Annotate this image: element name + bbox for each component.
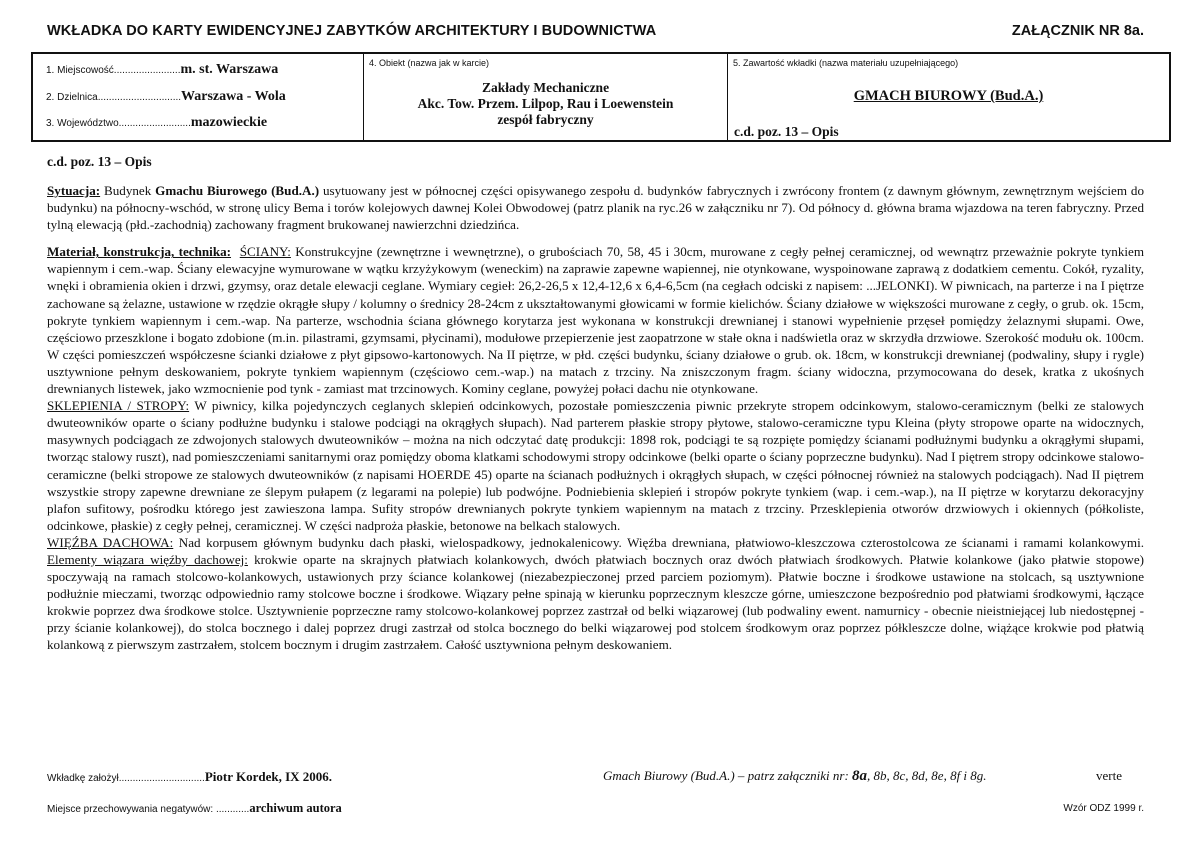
storage-value: archiwum autora	[249, 801, 342, 815]
situation-paragraph	[47, 182, 1144, 233]
voivodeship-label: 3. Województwo..........................	[46, 118, 191, 129]
reference-text: Gmach Biurowy (Bud.A.) – patrz załączniki nr:	[603, 768, 853, 783]
annex-reference	[603, 768, 987, 785]
object-line-2: Akc. Tow. Przem. Lilpop, Rau i Loewenstein	[417, 96, 674, 111]
roof-elements-heading: Elementy wiązara więźby dachowej:	[47, 551, 248, 567]
content-value: GMACH BIUROWY (Bud.A.)	[853, 88, 1044, 104]
template-label: Wzór ODZ 1999 r.	[1063, 803, 1144, 814]
situation-building-name: Gmachu Biurowego (Bud.A.)	[155, 183, 320, 198]
walls-heading: ŚCIANY:	[239, 244, 291, 260]
reference-others: , 8b, 8c, 8d, 8e, 8f i 8g.	[867, 768, 987, 783]
locality-value: m. st. Warszawa	[180, 62, 279, 77]
ceilings-paragraph	[47, 397, 1144, 534]
object-line-3: zespół fabryczny	[497, 112, 594, 127]
author-row	[47, 769, 332, 785]
object-label: 4. Obiekt (nazwa jak w karcie)	[369, 58, 490, 68]
section-label: c.d. poz. 13 – Opis	[47, 154, 152, 169]
header-box	[31, 52, 1171, 142]
storage-row	[47, 801, 342, 816]
walls-paragraph	[47, 243, 1144, 397]
reference-current: 8a	[852, 768, 868, 784]
storage-label: Miejsce przechowywania negatywów: ............	[47, 804, 250, 815]
district-value: Warszawa - Wola	[181, 89, 286, 104]
description-body	[47, 182, 1144, 654]
voivodeship-value: mazowieckie	[190, 115, 268, 130]
district-label: 2. Dzielnica..............................	[46, 92, 182, 103]
content-label: 5. Zawartość wkładki (nazwa materiału uzupełniającego)	[733, 58, 959, 68]
situation-text-pre: Budynek	[100, 183, 156, 198]
walls-text: Konstrukcyjne (zewnętrzne i wewnętrzne), o grubościach 70, 58, 45 i 30cm, murowane z cegły pełnej ceramicznej, od wewnątrz przeważnie pokryte tynkiem wapiennym i cem.-wap. Ściany elewacyjne wymurowane w wątku krzyżykowym (weneckim) na zaprawie zapewne wapiennej, nie otynkowane, wyspoinowane zaprawą z dodatkiem cementu. Cokół, ryzality, wnęki i obramienia okien i drzwi, gzymsy, oraz detale elewacji ceglane. Wymiary cegieł: 26,2-26,5 x 12,4-12,6 x 6,4-6,5cm (na cegłach odciski z napisem: ...JELONKI). W piwnicach, na parterze i na I piętrze zachowane są żelazne, ustawione w rzędzie okrągłe słupy / kolumny o średnicy 28-24cm z ukształtowanymi głowicami w formie kielichów. Ściany działowe w większości murowane z cegły, o grub. ok. 15cm, pokryte tynkiem wapiennym i cem.-wap. Na parterze, wschodnia ściana głównego korytarza jest wykonana w konstrukcji drewnianej i stanowi wypełnienie przęseł pomiędzy żelaznymi słupami. Owe, częściowo przeszklone i bogato zdobione (m.in. pilastrami, gzymsami, płycinami), modułowe przepierzenie jest zaopatrzone w stałe okna i nadświetla oraz w skrzydła drzwiowe. Szerokość modułu ok. 100cm. W części pomieszczeń współczesne ścianki działowe z płyt gipsowo-kartonowych. Na II piętrze, w płd. części budynku, ściany działowe o grub. ok. 18cm, w konstrukcji drewnianej (podwaliny, słupy i rygle) usztywnione pełnym deskowaniem, pokryte tynkiem wapiennym (częściowo cem.-wap.) na matach z trzciny. Na zniszczonym fragm. ściany widoczna, przymocowana do desek, kratka z ukośnych drewnianych listewek, jako wzmocnienie pod tynk - zamiast mat trzcinowych. Kominy ceglane, powyżej połaci dachu nie otynkowane.	[47, 244, 1145, 397]
object-line-1: Zakłady Mechaniczne	[481, 80, 610, 95]
locality-row	[46, 62, 278, 78]
content-column	[728, 54, 1169, 140]
situation-text: usytuowany jest w północnej części opisywanego zespołu d. budynków fabrycznych i zwrócony frontem (z dawnym głównym, zewnętrznym wejściem do budynku) na północny-wschód, w stronę ulicy Bema i torów kolejowych dawnej Kolei Obwodowej (patrz planik na ryc.26 w załączniku nr 7). Od północy d. główna brama wjazdowa na teren fabryczny. Przed tylną elewacją (płd.-zachodnią) zachowany fragment brukowanej nawierzchni dziedzińca.	[47, 183, 1144, 233]
locality-label: 1. Miejscowość........................	[46, 65, 181, 76]
roof-paragraph	[47, 534, 1144, 654]
object-name	[364, 80, 727, 128]
situation-heading: Sytuacja:	[47, 183, 101, 198]
voivodeship-row	[46, 115, 267, 131]
roof-heading: WIĘŹBA DACHOWA:	[47, 534, 174, 550]
ceilings-heading: SKLEPIENIA / STROPY:	[47, 398, 190, 414]
author-value: Piotr Kordek, IX 2006.	[204, 769, 333, 784]
annex-number: ZAŁĄCZNIK NR 8a.	[1011, 23, 1144, 39]
object-column	[364, 54, 728, 140]
location-column	[33, 54, 364, 140]
roof-text-1: Nad korpusem głównym budynku dach płaski, wielospadkowy, jednokalenicowy. Więźba drewniana, płatwiowo-kleszczowa czterostolcowa ze ścianami i ramami kolankowymi.	[173, 534, 1144, 550]
author-label: Wkładkę założył...............................	[47, 773, 205, 784]
verte-label: verte	[1096, 768, 1122, 783]
content-continuation: c.d. poz. 13 – Opis	[734, 124, 839, 139]
roof-text-2: krokwie oparte na skrajnych płatwiach kolankowych, dwóch płatwiach bocznych oraz dwóch płatwiach środkowych. Płatwie kolankowe (jako płatwie stopowe) spoczywają na ramach stolcowo-kolankowych, ustawionych przy ściance kolankowej (niezabezpieczonej przed parciem poziomym). Płatwie boczne i środkowe ustawione na stolcach, są usztywnione podłużnie mieczami, tworząc odpowiednio ramy stolcowe boczne i środkowe. Wiązary pełne spinają w kierunku poprzecznym kleszcze górne, umieszczone bezpośrednio pod płatwiami środkowymi, łączące krokwie poprzez dwa środkowe stolce. Usztywnienie poprzeczne ramy stolcowo-kolankowej poprzez zastrzał od belki wiązarowej (lub podwaliny ewent. namurnicy - obecnie nieistniejącej lub niedostępnej - przy ścianie kolankowej), do stolca bocznego i dalej poprzez drugi zastrzał od stolca bocznego do belki wiązarowej pod stolcem środkowym oraz poprzez półkleszcze dolne, wiążące krokwie pod płatwią kolankową z pierwszym zastrzałem, stolcem bocznym i drugim zastrzałem. Całość usztywniona pełnym deskowaniem.	[47, 551, 1144, 653]
form-title: WKŁADKA DO KARTY EWIDENCYJNEJ ZABYTKÓW ARCHITEKTURY I BUDOWNICTWA	[47, 23, 657, 39]
district-row	[46, 89, 286, 105]
material-heading: Materiał, konstrukcja, technika:	[47, 244, 232, 260]
ceilings-text: W piwnicy, kilka pojedynczych ceglanych sklepień odcinkowych, pozostałe pomieszczenia piwnic przekryte stropem odcinkowym, stalowo-ceramicznym (belki ze stalowych dwuteowników oparte o ściany podłużne budynku i stalowe podciągi na okrągłych słupach). Nad parterem płaskie stropy płytowe, stalowo-ceramiczne typu Kleina (płyty stropowe oparte na widocznych, masywnych podciągach ze zdwojonych stalowych dwuteowników – można na nich odczytać datę produkcji: 1898 rok, podciągi te są rozpięte pomiędzy ścianami podłużnymi budynku a okrągłymi słupami, tworząc stalowy ruszt), nad pomieszczeniami sanitarnymi oraz pomiędzy oboma klatkami schodowymi stropy odcinkowe (belki oparte o ściany poprzeczne budynku). Nad I piętrem stropy odcinkowe stalowo-ceramiczne (belki stropowe ze stalowych dwuteowników (z napisami HOERDE 45) oparte na ścianach podłużnych i okrągłych słupach, w części północnej również na stalowych podciągach). Nad II piętrem wszystkie stropy zapewne drewniane ze ślepym pułapem (z legarami na polepie) lub podwójne. Podniebienia sklepień i stropów pokryte tynkiem (wap. i cem.-wap.), na II piętrze w korytarzu dekoracyjny plafon sufitowy, pośrodku którego jest zawieszona lampa. Sufity stropów drewnianych pokryte tynkiem wapiennym na matach z trzciny. Przesklepienia otworów drzwiowych i okiennych (półkoliste, odcinkowe, płaskie) z cegły pełnej, ceramicznej. W części nadproża płaskie, betonowe na belkach stalowych.	[47, 398, 1144, 533]
